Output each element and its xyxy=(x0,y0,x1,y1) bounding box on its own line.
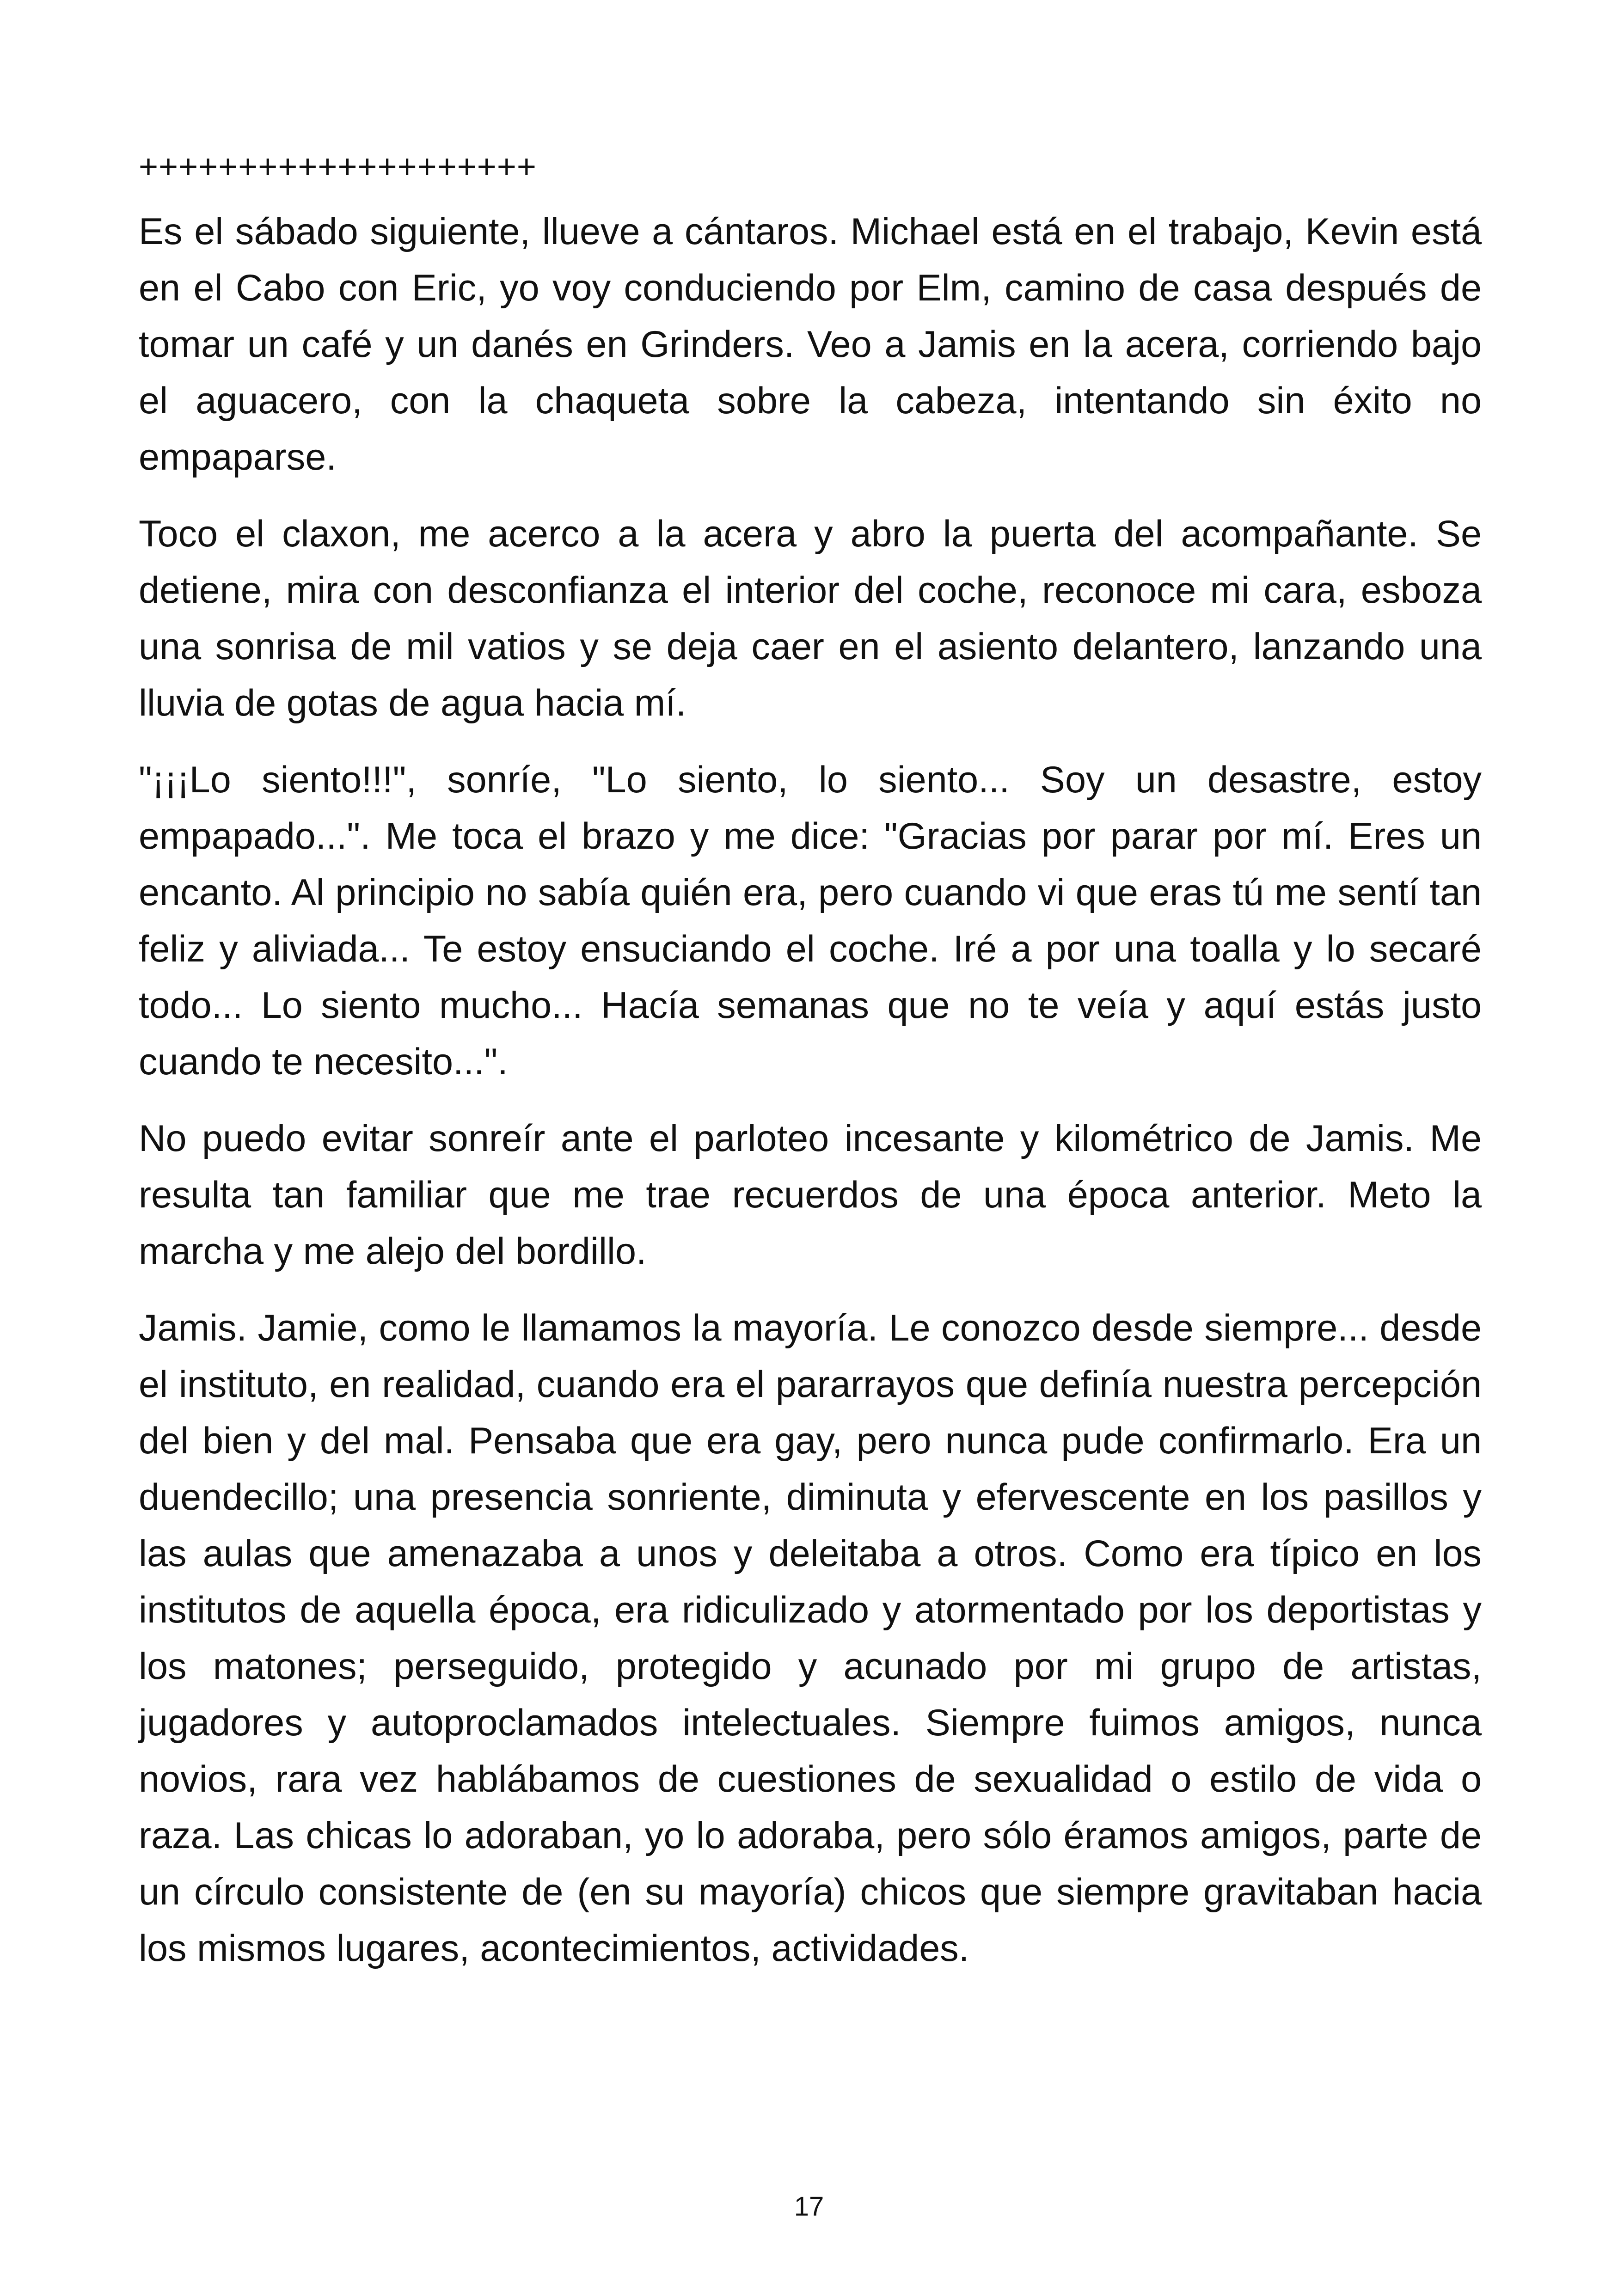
paragraph-2: Toco el claxon, me acerco a la acera y abro la puerta del acompañante. Se detiene, mira con desconfianza el interior del coche, reconoce mi cara, esboza una sonrisa de mil vatios y se deja caer en el asiento delantero, lanzando una lluvia de gotas de agua hacia mí. xyxy=(139,513,1482,724)
paragraph-4: No puedo evitar sonreír ante el parloteo incesante y kilométrico de Jamis. Me resulta tan familiar que me trae recuerdos de una época anterior. Meto la marcha y me alejo del bordillo. xyxy=(139,1118,1482,1272)
paragraph-1: Es el sábado siguiente, llueve a cántaros. Michael está en el trabajo, Kevin está en el Cabo con Eric, yo voy conduciendo por Elm, camino de casa después de tomar un café y un danés en Grinders. Veo a Jamis en la acera, corriendo bajo el aguacero, con la chaqueta sobre la cabeza, intentando sin éxito no empaparse. xyxy=(139,211,1482,478)
paragraph-3: "¡¡¡Lo siento!!!", sonríe, "Lo siento, lo siento... Soy un desastre, estoy empapado...". Me toca el brazo y me dice: "Gracias por parar por mí. Eres un encanto. Al principio no sabía quién era, pero cuando vi que eras tú me sentí tan feliz y aliviada... Te estoy ensuciando el coche. Iré a por una toalla y lo secaré todo... Lo siento mucho... Hacía semanas que no te veía y aquí estás justo cuando te necesito...". xyxy=(139,759,1482,1083)
body-text xyxy=(139,139,1482,1997)
paragraph-5: Jamis. Jamie, como le llamamos la mayoría. Le conozco desde siempre... desde el instituto, en realidad, cuando era el pararrayos que definía nuestra percepción del bien y del mal. Pensaba que era gay, pero nunca pude confirmarlo. Era un duendecillo; una presencia sonriente, diminuta y efervescente en los pasillos y las aulas que amenazaba a unos y deleitaba a otros. Como era típico en los institutos de aquella época, era ridiculizado y atormentado por los deportistas y los matones; perseguido, protegido y acunado por mi grupo de artistas, jugadores y autoproclamados intelectuales. Siempre fuimos amigos, nunca novios, rara vez hablábamos de cuestiones de sexualidad o estilo de vida o raza. Las chicas lo adoraban, yo lo adoraba, pero sólo éramos amigos, parte de un círculo consistente de (en su mayoría) chicos que siempre gravitaban hacia los mismos lugares, acontecimientos, actividades. xyxy=(139,1307,1482,1969)
page-number: 17 xyxy=(794,2192,824,2222)
section-separator: ++++++++++++++++++++ xyxy=(139,148,537,185)
